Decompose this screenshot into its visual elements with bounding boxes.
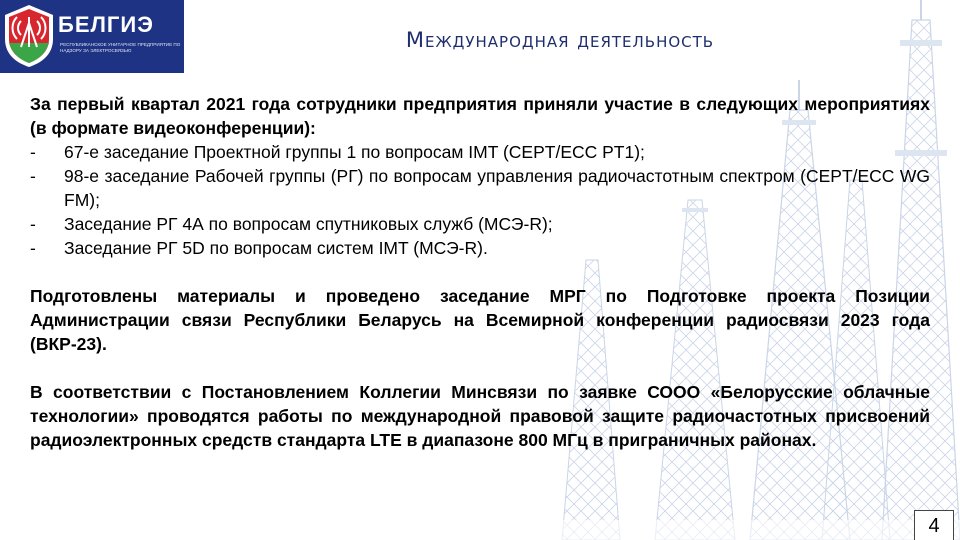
page-title: Международная деятельность	[405, 28, 715, 52]
logo-block	[0, 0, 184, 73]
list-item	[30, 164, 930, 212]
section2-paragraph: Подготовлены материалы и проведено заседание МРГ по Подготовке проекта Позиции Администрации связи Республики Беларусь на Всемирной конференции радиосвязи 2023 года (ВКР-23).	[30, 286, 930, 354]
logo-name: БЕЛГИЭ	[58, 12, 154, 37]
bullet-dash: -	[30, 238, 36, 258]
page-number: 4	[914, 510, 954, 540]
events-list	[30, 140, 930, 260]
list-item-text: 98-е заседание Рабочей группы (РГ) по вопросам управления радиочастотным спектром (CEPT/ECC WG FM);	[64, 166, 930, 210]
section1-intro: За первый квартал 2021 года сотрудники предприятия приняли участие в следующих мероприятиях (в формате видеоконференции):	[30, 94, 930, 138]
bullet-dash: -	[30, 166, 36, 186]
list-item-text: Заседание РГ 4А по вопросам спутниковых служб (МСЭ-R);	[64, 214, 553, 234]
bullet-dash: -	[30, 214, 36, 234]
logo-tagline: РЕСПУБЛИКАНСКОЕ УНИТАРНОЕ ПРЕДПРИЯТИЕ ПО НАДЗОРУ ЗА ЭЛЕКТРОСВЯЗЬЮ	[60, 42, 181, 53]
list-item	[30, 140, 930, 164]
list-item	[30, 212, 930, 236]
antenna-shield-emblem-icon	[3, 3, 55, 69]
list-item	[30, 236, 930, 260]
spacer	[30, 356, 930, 380]
list-item-text: Заседание РГ 5D по вопросам систем IMT (МСЭ-R).	[64, 238, 488, 258]
spacer	[30, 260, 930, 284]
section3-paragraph: В соответствии с Постановлением Коллегии Минсвязи по заявке СООО «Белорусские облачные технологии» проводятся работы по международной правовой защите радиочастотных присвоений радиоэлектронных средств стандарта LTE в диапазоне 800 МГц в приграничных районах.	[30, 382, 930, 450]
list-item-text: 67-е заседание Проектной группы 1 по вопросам IMT (CEPT/ECC PT1);	[64, 142, 645, 162]
content-body	[30, 92, 930, 452]
bullet-dash: -	[30, 142, 36, 162]
